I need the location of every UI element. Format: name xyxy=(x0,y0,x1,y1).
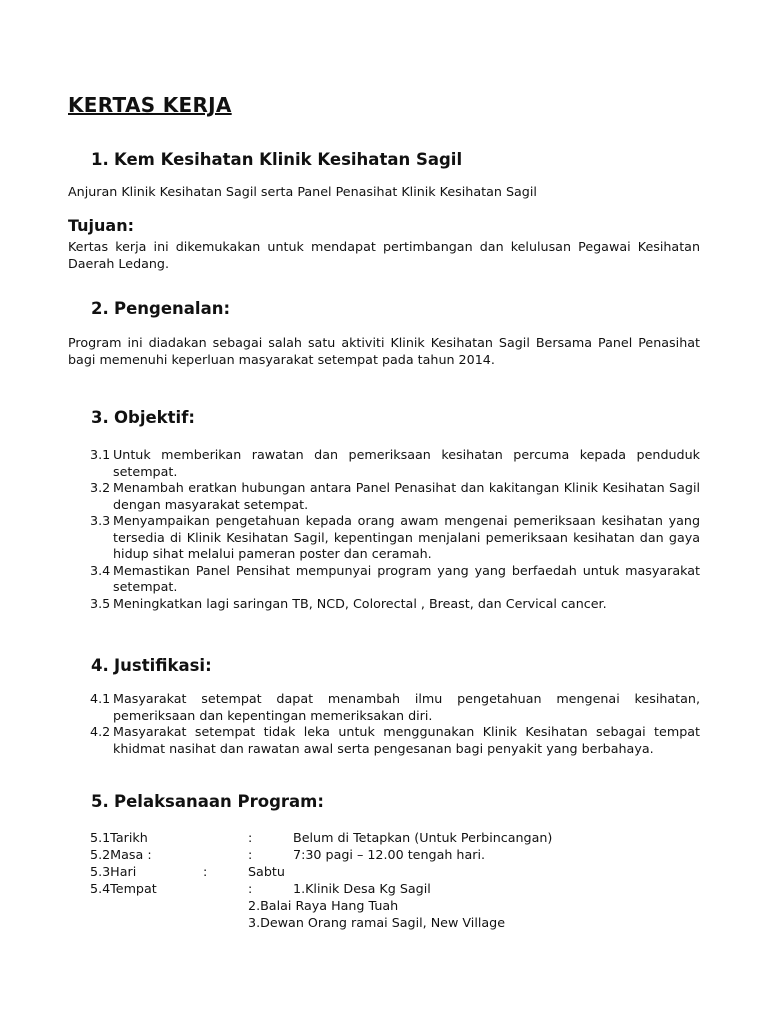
tujuan-heading: Tujuan: xyxy=(68,216,135,235)
list-item: 4.1 Masyarakat setempat dapat menambah ilmu pengetahuan mengenai kesihatan, pemeriksaan dan kepentingan memeriksakan diri. xyxy=(90,691,700,723)
list-item: 4.2 Masyarakat setempat tidak leka untuk menggunakan Klinik Kesihatan sebagai tempat khidmat nasihat dan rawatan awal serta pengesanan bagi penyakit yang berbahaya. xyxy=(90,724,700,756)
schedule-row: 5.3Hari : Sabtu xyxy=(90,864,285,879)
section-4-number: 4. xyxy=(91,656,109,675)
schedule-row: 5.4Tempat : 1.Klinik Desa Kg Sagil xyxy=(90,881,431,896)
schedule-table xyxy=(90,829,700,931)
section-3-heading xyxy=(91,408,195,427)
section-1-subtitle: Anjuran Klinik Kesihatan Sagil serta Panel Penasihat Klinik Kesihatan Sagil xyxy=(68,184,537,199)
section-3-title: Objektif: xyxy=(114,408,195,427)
section-4-heading xyxy=(91,656,212,675)
section-5-title: Pelaksanaan Program: xyxy=(114,792,324,811)
schedule-row: 5.2Masa : : 7:30 pagi – 12.00 tengah hari. xyxy=(90,847,486,862)
list-item: 3.5 Meningkatkan lagi saringan TB, NCD, Colorectal , Breast, dan Cervical cancer. xyxy=(90,595,607,611)
section-5-number: 5. xyxy=(91,792,109,811)
justifikasi-list xyxy=(90,691,700,757)
list-item: 3.3 Menyampaikan pengetahuan kepada orang awam mengenai pemeriksaan kesihatan yang tersedia di Klinik Kesihatan Sagil, kepentingan menjalani pemeriksaan kesihatan dan gaya hidup sihat melalui pameran poster dan ceramah. xyxy=(90,513,700,561)
section-3-number: 3. xyxy=(91,408,109,427)
list-item: 3.2 Menambah eratkan hubungan antara Panel Penasihat dan kakitangan Klinik Kesihatan Sagil dengan masyarakat setempat. xyxy=(90,480,700,512)
schedule-row: 2.Balai Raya Hang Tuah xyxy=(248,898,399,913)
tujuan-text: Kertas kerja ini dikemukakan untuk mendapat pertimbangan dan kelulusan Pegawai Kesihatan Daerah Ledang. xyxy=(68,239,700,271)
schedule-row: 5.1Tarikh : Belum di Tetapkan (Untuk Perbincangan) xyxy=(90,830,553,845)
section-1-heading xyxy=(91,150,462,169)
section-1-title: Kem Kesihatan Klinik Kesihatan Sagil xyxy=(114,150,463,169)
document-title: KERTAS KERJA xyxy=(68,93,232,117)
section-2-title: Pengenalan: xyxy=(114,299,231,318)
section-5-heading xyxy=(91,792,324,811)
section-2-text: Program ini diadakan sebagai salah satu aktiviti Klinik Kesihatan Sagil Bersama Panel Penasihat bagi memenuhi keperluan masyarakat setempat pada tahun 2014. xyxy=(68,335,700,367)
objektif-list xyxy=(90,447,700,612)
section-4-title: Justifikasi: xyxy=(114,656,212,675)
list-item: 3.1 Untuk memberikan rawatan dan pemeriksaan kesihatan percuma kepada penduduk setempat. xyxy=(90,447,700,479)
section-2-heading xyxy=(91,299,230,318)
list-item: 3.4 Memastikan Panel Pensihat mempunyai program yang yang berfaedah untuk masyarakat setempat. xyxy=(90,562,700,594)
schedule-row: 3.Dewan Orang ramai Sagil, New Village xyxy=(248,915,506,930)
section-1-number: 1. xyxy=(91,150,109,169)
section-2-number: 2. xyxy=(91,299,109,318)
